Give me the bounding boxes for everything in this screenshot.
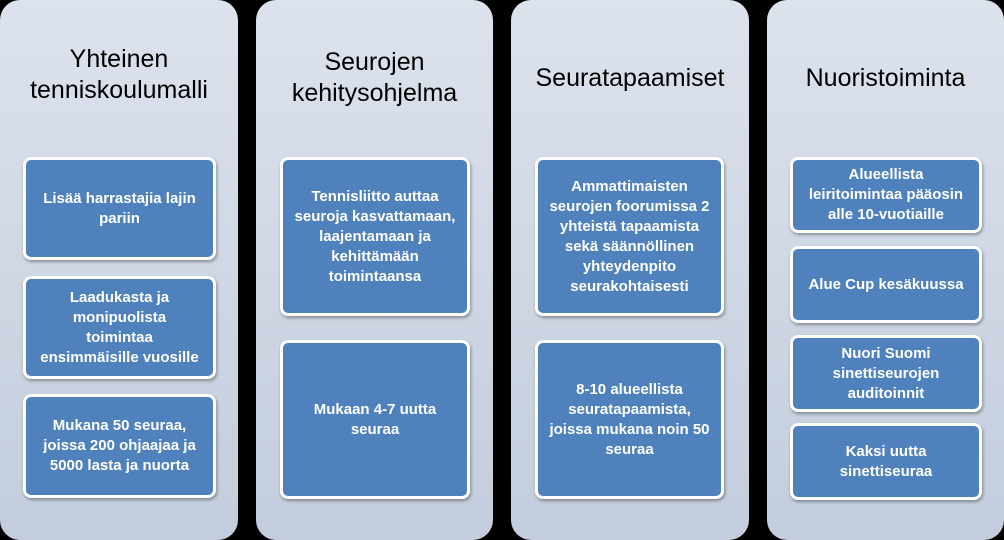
box-alue-cup: Alue Cup kesäkuussa (790, 246, 982, 323)
column-nuoristoiminta (767, 0, 1004, 540)
box-tennisliitto-auttaa: Tennisliitto auttaa seuroja kasvattamaan, laajentamaan ja kehittämään toimintaansa (280, 157, 470, 316)
box-lisaa-harrastajia: Lisää harrastajia lajin pariin (23, 157, 216, 260)
box-mukana-50-seuraa: Mukana 50 seuraa, joissa 200 ohjaajaa ja 5000 lasta ja nuorta (23, 394, 216, 498)
column-title: Seurojen kehitysohjelma (291, 48, 458, 107)
column-title: Nuoristoiminta (805, 64, 966, 92)
box-nuori-suomi: Nuori Suomi sinettiseurojen auditoinnit (790, 335, 982, 412)
box-kaksi-uutta-sinettiseuraa: Kaksi uutta sinettiseuraa (790, 423, 982, 500)
box-ammattimaisten-seurojen: Ammattimaisten seurojen foorumissa 2 yhteistä tapaamista sekä säännöllinen yhteydenpito seurakohtaisesti (535, 157, 724, 316)
box-alueellista-leiritoimintaa: Alueellista leiritoimintaa pääosin alle 10-vuotiaille (790, 157, 982, 233)
column-title: Seuratapaamiset (535, 64, 725, 92)
column-seurojen-kehitysohjelma (256, 0, 493, 540)
box-mukaan-uutta-seuraa: Mukaan 4-7 uutta seuraa (280, 340, 470, 499)
box-alueellista-seuratapaamista: 8-10 alueellista seuratapaamista, joissa mukana noin 50 seuraa (535, 340, 724, 499)
box-laadukasta-toimintaa: Laadukasta ja monipuolista toimintaa ensimmäisille vuosille (23, 276, 216, 379)
column-seuratapaamiset (511, 0, 749, 540)
column-title: Yhteinen tenniskoulumalli (30, 45, 208, 104)
column-yhteinen-tenniskoulumalli (0, 0, 238, 540)
